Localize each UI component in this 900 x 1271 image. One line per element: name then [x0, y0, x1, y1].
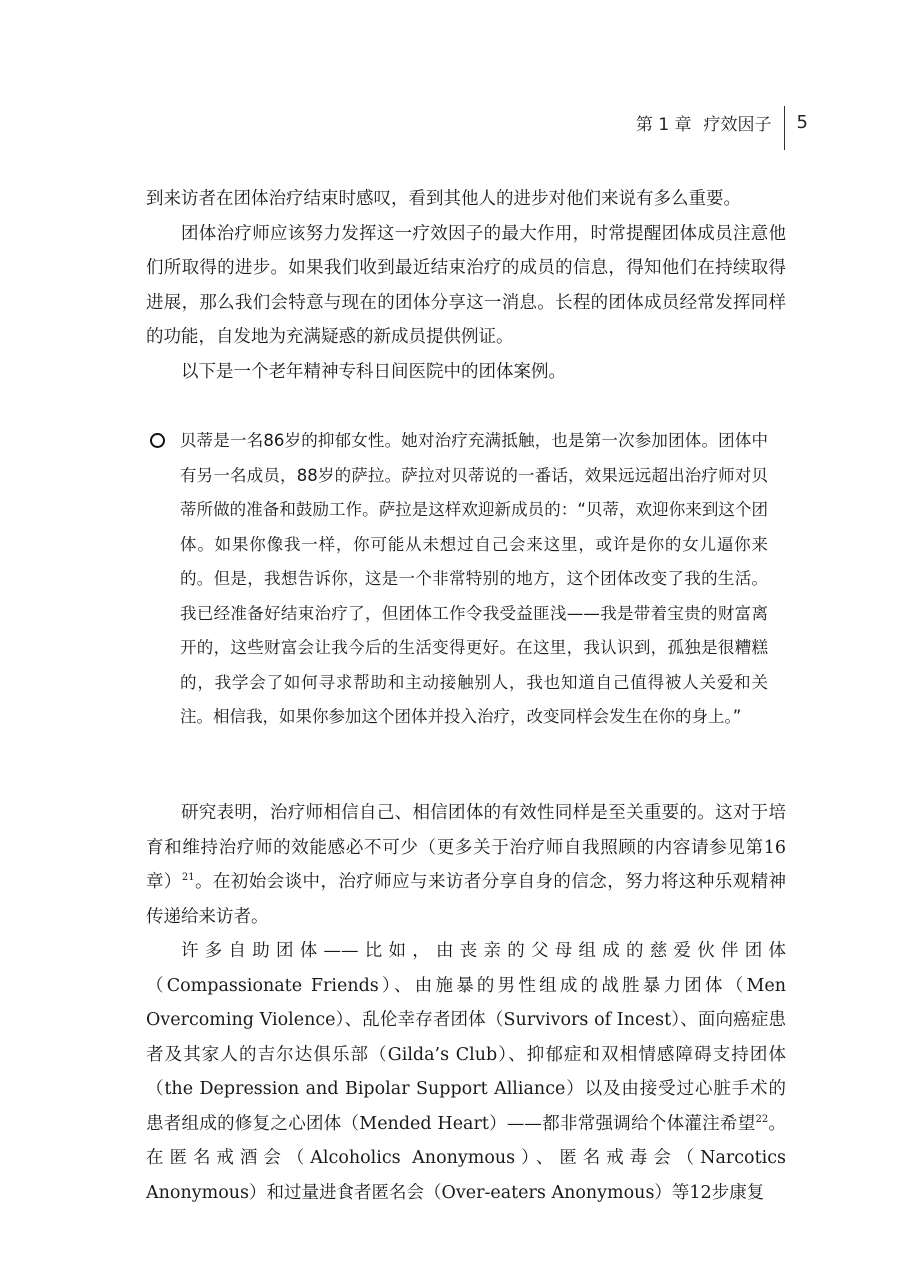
case-example	[148, 424, 768, 735]
paragraph-research	[146, 796, 786, 934]
paragraph-self-help	[146, 934, 786, 1210]
running-header	[636, 100, 808, 144]
reference-superscript: 22	[755, 1113, 769, 1125]
case-example-text: 贝蒂是一名86岁的抑郁女性。她对治疗充满抵触，也是第一次参加团体。团体中有另一名成员，88岁的萨拉。萨拉对贝蒂说的一番话，效果远远超出治疗师对贝蒂所做的准备和鼓励工作。萨拉是这样欢迎新成员的：“贝蒂，欢迎你来到这个团体。如果你像我一样，你可能从未想过自己会来这里，或许是你的女儿逼你来的。但是，我想告诉你，这是一个非常特别的地方，这个团体改变了我的生活。我已经准备好结束治疗了，但团体工作令我受益匪浅——我是带着宝贵的财富离开的，这些财富会让我今后的生活变得更好。在这里，我认识到，孤独是很糟糕的，我学会了如何寻求帮助和主动接触别人，我也知道自己值得被人关爱和关注。相信我，如果你参加这个团体并投入治疗，改变同样会发生在你的身上。”	[180, 431, 768, 726]
paragraph-research-text-cont: 。在初始会谈中，治疗师应与来访者分享自身的信念，努力将这种乐观精神传递给来访者。	[146, 872, 786, 927]
paragraph-continuation: 到来访者在团体治疗结束时感叹，看到其他人的进步对他们来说有多么重要。	[146, 189, 741, 209]
header-divider	[784, 106, 785, 150]
body-text-top	[146, 182, 786, 389]
paragraph-research-text: 研究表明，治疗师相信自己、相信团体的有效性同样是至关重要的。这对于培育和维持治疗师的效能感必不可少（更多关于治疗师自我照顾的内容请参见第16章）	[146, 803, 786, 892]
reference-superscript: 21	[181, 872, 195, 884]
paragraph-self-help-text: 许多自助团体——比如，由丧亲的父母组成的慈爱伙伴团体（Compassionate Friends）、由施暴的男性组成的战胜暴力团体（Men Overcoming Violence）、乱伦幸存者团体（Survivors of Incest）、面向癌症患者及其家人的吉尔达俱乐部（Gilda’s Club）、抑郁症和双相情感障碍支持团体（the Depression and Bipolar Support Alliance）以及由接受过心脏手术的患者组成的修复之心团体（Mended Heart）——都非常强调给个体灌注希望	[146, 941, 786, 1134]
chapter-title: 疗效因子	[703, 114, 772, 135]
paragraph-case-intro: 以下是一个老年精神专科日间医院中的团体案例。	[181, 361, 566, 382]
body-text-bottom	[146, 796, 786, 1210]
paragraph-therapist-effort: 团体治疗师应该努力发挥这一疗效因子的最大作用，时常提醒团体成员注意他们所取得的进步。如果我们收到最近结束治疗的成员的信息，得知他们在持续取得进展，那么我们会特意与现在的团体分享这一消息。长程的团体成员经常发挥同样的功能，自发地为充满疑惑的新成员提供例证。	[146, 223, 786, 347]
circle-icon	[150, 433, 165, 448]
chapter-label: 第 1 章	[635, 114, 692, 135]
page-number: 5	[796, 111, 808, 133]
paragraph-self-help-text-cont: 。在匿名戒酒会（Alcoholics Anonymous）、匿名戒毒会（Narcotics Anonymous）和过量进食者匿名会（Over-eaters Anonymous）等12步康复	[146, 1113, 786, 1203]
